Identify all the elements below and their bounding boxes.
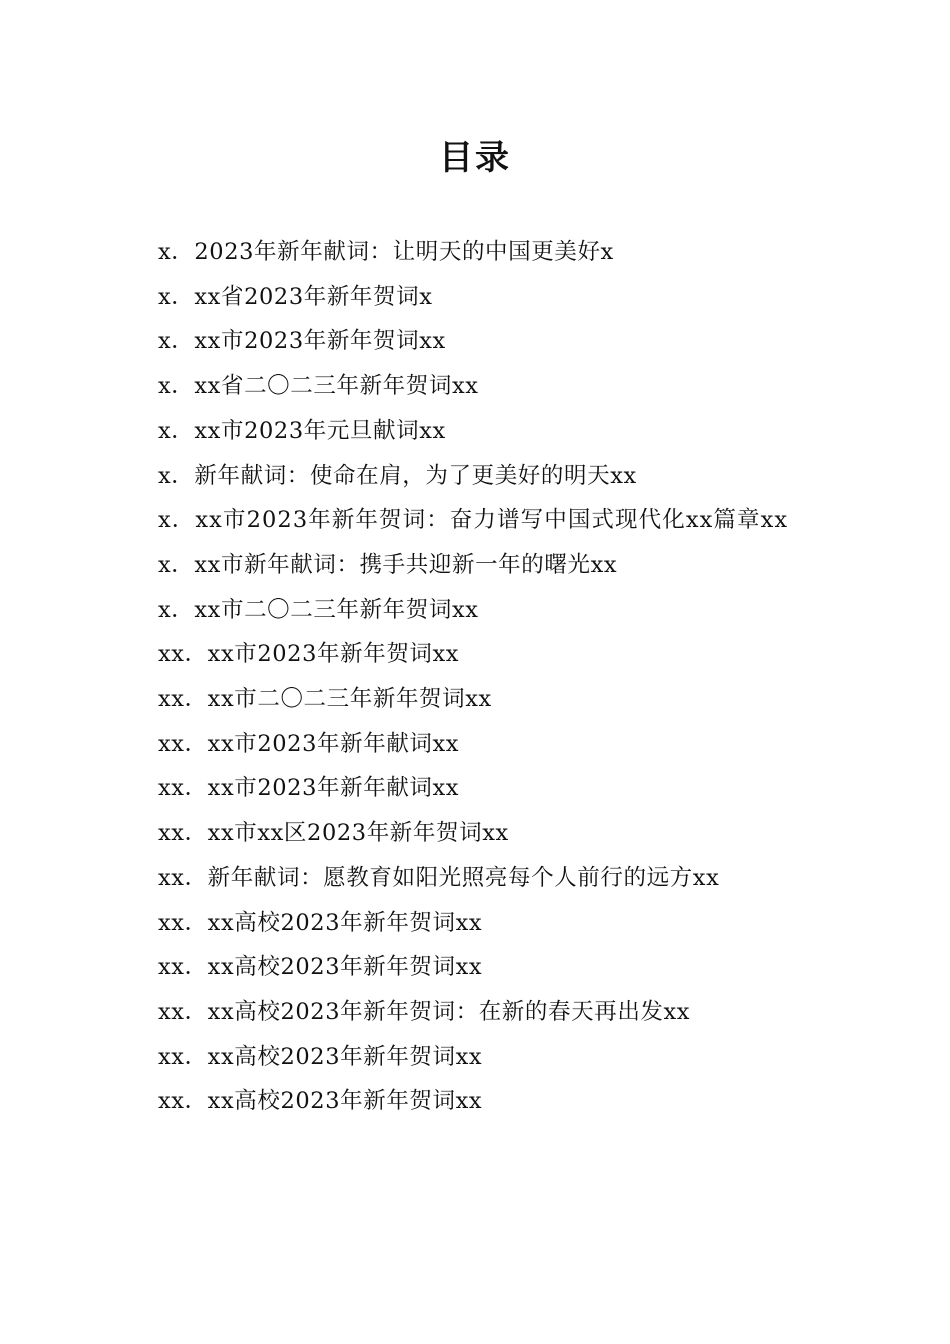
toc-entry[interactable]: xx．xx市2023年新年献词xx (158, 730, 460, 757)
toc-entry[interactable]: xx．xx市2023年新年贺词xx (158, 641, 460, 668)
toc-entry[interactable]: x．xx省2023年新年贺词x (158, 283, 433, 310)
toc-entry[interactable]: x．新年献词：使命在肩，为了更美好的明天xx (158, 462, 637, 489)
toc-entry[interactable]: xx．新年献词：愿教育如阳光照亮每个人前行的远方xx (158, 864, 720, 891)
toc-entry[interactable]: xx．xx市二〇二三年新年贺词xx (158, 686, 492, 713)
table-of-contents (118, 230, 830, 1124)
toc-entry[interactable]: xx．xx高校2023年新年贺词xx (158, 954, 483, 981)
toc-entry[interactable]: xx．xx市2023年新年献词xx (158, 775, 460, 802)
toc-entry[interactable]: xx．xx高校2023年新年贺词：在新的春天再出发xx (158, 998, 691, 1025)
toc-entry[interactable]: x．2023年新年献词：让明天的中国更美好x (158, 239, 614, 265)
toc-entry[interactable]: xx．xx高校2023年新年贺词xx (158, 909, 483, 936)
page-title: 目录 (439, 138, 511, 178)
toc-entry[interactable]: x．xx市新年献词：携手共迎新一年的曙光xx (158, 551, 618, 578)
toc-entry[interactable]: x．xx市二〇二三年新年贺词xx (158, 596, 479, 623)
toc-entry[interactable]: xx．xx市xx区2023年新年贺词xx (158, 820, 509, 847)
toc-entry[interactable]: x．xx市2023年新年贺词xx (158, 328, 446, 355)
toc-entry[interactable]: x．xx市2023年元旦献词xx (158, 417, 446, 444)
toc-entry[interactable]: xx．xx高校2023年新年贺词xx (158, 1088, 483, 1115)
toc-entry[interactable]: x．xx市2023年新年贺词：奋力谱写中国式现代化xx篇章xx (158, 507, 789, 534)
toc-entry[interactable]: x．xx省二〇二三年新年贺词xx (158, 373, 479, 400)
toc-entry[interactable]: xx．xx高校2023年新年贺词xx (158, 1043, 483, 1070)
